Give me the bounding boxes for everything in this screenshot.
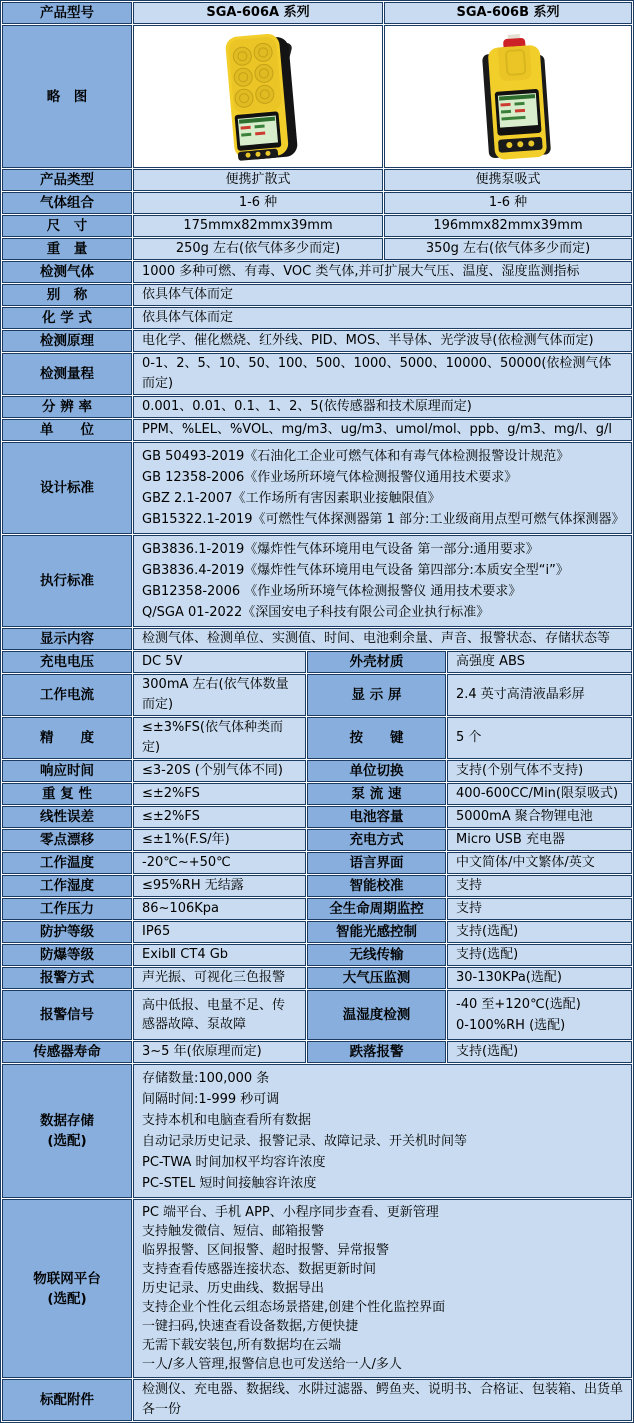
storage-line: 存储数量:100,000 条 — [142, 1071, 270, 1086]
row-value-left: 高中低报、电量不足、传感器故障、泵故障 — [133, 990, 306, 1040]
value-b: 196mmx82mmx39mm — [384, 215, 632, 237]
table-row-dimensions — [2, 215, 632, 237]
iot-feature-list — [133, 1199, 632, 1378]
table-row-iot-platform — [2, 1199, 632, 1378]
row-label-left: 响应时间 — [2, 760, 132, 782]
row-value-right: 5000mA 聚合物锂电池 — [447, 806, 632, 828]
value-b: 1-6 种 — [384, 192, 632, 214]
iot-line: PC 端平台、手机 APP、小程序同步查看、更新管理 — [142, 1205, 439, 1220]
header-product-model: 产品型号 — [2, 2, 132, 24]
row-label: 检测量程 — [2, 353, 132, 395]
row-value-left: 3~5 年(依原理而定) — [133, 1041, 306, 1063]
table-row-explosion-proof — [2, 944, 632, 966]
row-value: 0-1、2、5、10、50、100、500、1000、5000、10000、50000(依检测气体而定) — [133, 353, 632, 395]
table-row-charge-voltage — [2, 651, 632, 673]
row-value: 依具体气体而定 — [133, 284, 632, 306]
table-row-detection-principle — [2, 330, 632, 352]
row-label: 化 学 式 — [2, 307, 132, 329]
table-row-units — [2, 419, 632, 441]
iot-label: 物联网平台 — [33, 1270, 101, 1287]
exec-standards-list — [133, 535, 632, 627]
row-value-right: 30-130KPa(选配) — [447, 967, 632, 989]
row-label: 标配附件 — [2, 1379, 132, 1421]
row-label: 重 量 — [2, 238, 132, 260]
row-value-right: 支持 — [447, 875, 632, 897]
row-label-right: 智能校准 — [307, 875, 446, 897]
row-label-left: 充电电压 — [2, 651, 132, 673]
table-row-working-humidity — [2, 875, 632, 897]
row-value-left: ≤±2%FS — [133, 783, 306, 805]
row-label: 执行标准 — [2, 535, 132, 627]
row-label-right: 按 键 — [307, 717, 446, 759]
value-a: 250g 左右(依气体多少而定) — [133, 238, 383, 260]
storage-line: 间隔时间:1-999 秒可调 — [142, 1092, 280, 1107]
table-row-accuracy — [2, 717, 632, 759]
table-row-protection-rating — [2, 921, 632, 943]
row-value: 检测气体、检测单位、实测值、时间、电池剩余量、声音、报警状态、存储状态等 — [133, 628, 632, 650]
row-value-left: 300mA 左右(依气体数量而定) — [133, 674, 306, 716]
storage-feature-list — [133, 1064, 632, 1198]
table-row-linearity-error — [2, 806, 632, 828]
row-label-right: 无线传输 — [307, 944, 446, 966]
row-label-left: 重 复 性 — [2, 783, 132, 805]
row-value-right: 支持(选配) — [447, 1041, 632, 1063]
row-label-right: 单位切换 — [307, 760, 446, 782]
row-value: PPM、%LEL、%VOL、mg/m3、ug/m3、umol/mol、ppb、g/m3、mg/l、g/l — [133, 419, 632, 441]
row-value-right: 支持(个别气体不支持) — [447, 760, 632, 782]
storage-optional-tag: (选配) — [47, 1133, 87, 1149]
row-label: 别 称 — [2, 284, 132, 306]
header-row — [2, 2, 632, 24]
table-row-data-storage — [2, 1064, 632, 1198]
row-label: 设计标准 — [2, 442, 132, 534]
standard-line: GB12358-2006 《作业场所环境气体检测报警仪 通用技术要求》 — [142, 584, 522, 599]
table-row-sensor-life — [2, 1041, 632, 1063]
row-value-right: Micro USB 充电器 — [447, 829, 632, 851]
standard-line: GB3836.1-2019《爆炸性气体环境用电气设备 第一部分:通用要求》 — [142, 542, 539, 557]
row-label-right: 大气压监测 — [307, 967, 446, 989]
table-row-repeatability — [2, 783, 632, 805]
temp-range-line: -40 至+120℃(选配) — [456, 997, 581, 1012]
row-label-right: 显 示 屏 — [307, 674, 446, 716]
row-label: 检测气体 — [2, 261, 132, 283]
table-row-alarm-signal — [2, 990, 632, 1040]
table-row-resolution — [2, 396, 632, 418]
table-row-chemical-formula — [2, 307, 632, 329]
row-value-left: ≤±1%(F.S/年) — [133, 829, 306, 851]
row-label: 检测原理 — [2, 330, 132, 352]
row-label-left: 工作压力 — [2, 898, 132, 920]
row-label-right: 全生命周期监控 — [307, 898, 446, 920]
row-value-left: -20℃~+50℃ — [133, 852, 306, 874]
iot-line: 一人/多人管理,报警信息也可发送给一人/多人 — [142, 1357, 402, 1372]
row-value-left: 声光振、可视化三色报警 — [133, 967, 306, 989]
table-row-detection-range — [2, 353, 632, 395]
row-value: 依具体气体而定 — [133, 307, 632, 329]
value-a: 175mmx82mmx39mm — [133, 215, 383, 237]
value-a: 1-6 种 — [133, 192, 383, 214]
table-row-gas-combination — [2, 192, 632, 214]
table-row-alarm-mode — [2, 967, 632, 989]
sketch-row — [2, 25, 632, 168]
standard-line: GB 12358-2006《作业场所环境气体检测报警仪通用技术要求》 — [142, 470, 518, 485]
row-value: 0.001、0.01、0.1、1、2、5(依传感器和技术原理而定) — [133, 396, 632, 418]
row-label-right: 温湿度检测 — [307, 990, 446, 1040]
table-row-product-type — [2, 169, 632, 191]
iot-line: 无需下载安装包,所有数据均在云端 — [142, 1338, 342, 1353]
header-sga606b: SGA-606B 系列 — [384, 2, 632, 24]
table-row-zero-drift — [2, 829, 632, 851]
standard-line: Q/SGA 01-2022《深国安电子科技有限公司企业执行标准》 — [142, 605, 490, 620]
row-value: 1000 多种可燃、有毒、VOC 类气体,并可扩展大气压、温度、湿度监测指标 — [133, 261, 632, 283]
table-row-response-time — [2, 760, 632, 782]
product-image-sga606a — [133, 25, 383, 168]
row-label: 显示内容 — [2, 628, 132, 650]
row-value-left: ExibⅡ CT4 Gb — [133, 944, 306, 966]
value-a: 便携扩散式 — [133, 169, 383, 191]
table-row-weight — [2, 238, 632, 260]
row-label-left: 工作温度 — [2, 852, 132, 874]
iot-line: 支持查看传感器连接状态、数据更新时间 — [142, 1262, 377, 1277]
row-value-left: ≤95%RH 无结露 — [133, 875, 306, 897]
row-label-right: 充电方式 — [307, 829, 446, 851]
row-label-left: 零点漂移 — [2, 829, 132, 851]
table-row-alias — [2, 284, 632, 306]
row-label-right: 电池容量 — [307, 806, 446, 828]
value-b: 350g 左右(依气体多少而定) — [384, 238, 632, 260]
iot-line: 支持触发微信、短信、邮箱报警 — [142, 1224, 325, 1239]
row-label-right: 外壳材质 — [307, 651, 446, 673]
value-b: 便携泵吸式 — [384, 169, 632, 191]
table-row-detected-gases — [2, 261, 632, 283]
storage-label: 数据存储 — [40, 1113, 94, 1129]
row-value-left: IP65 — [133, 921, 306, 943]
storage-line: 自动记录历史记录、报警记录、故障记录、开关机时间等 — [142, 1134, 468, 1149]
row-label-right: 泵 流 速 — [307, 783, 446, 805]
table-row-design-standards — [2, 442, 632, 534]
row-label-left: 防爆等级 — [2, 944, 132, 966]
row-value-left: 86~106Kpa — [133, 898, 306, 920]
standard-line: GB15322.1-2019《可燃性气体探测器第 1 部分:工业级商用点型可燃气体探测器》 — [142, 512, 625, 527]
product-image-sga606b — [384, 25, 632, 168]
sga606b-device-illustration — [433, 29, 583, 165]
row-value: 检测仪、充电器、数据线、水阱过滤器、鳄鱼夹、说明书、合格证、包装箱、出货单各一份 — [133, 1379, 632, 1421]
row-value-left: ≤±3%FS(依气体种类而定) — [133, 717, 306, 759]
standard-line: GB3836.4-2019《爆炸性气体环境用电气设备 第四部分:本质安全型“i”》 — [142, 563, 569, 578]
row-label-left: 传感器寿命 — [2, 1041, 132, 1063]
row-label: 尺 寸 — [2, 215, 132, 237]
header-sga606a: SGA-606A 系列 — [133, 2, 383, 24]
design-standards-list — [133, 442, 632, 534]
table-row-working-temperature — [2, 852, 632, 874]
table-row-display-content — [2, 628, 632, 650]
row-label-left: 防护等级 — [2, 921, 132, 943]
row-label-left: 精 度 — [2, 717, 132, 759]
row-label-right: 智能光感控制 — [307, 921, 446, 943]
row-value-right: 2.4 英寸高清液晶彩屏 — [447, 674, 632, 716]
row-label-left: 报警方式 — [2, 967, 132, 989]
row-value-right: 400-600CC/Min(限泵吸式) — [447, 783, 632, 805]
row-value-right: 高强度 ABS — [447, 651, 632, 673]
row-value-right: 中文简体/中文繁体/英文 — [447, 852, 632, 874]
storage-line: PC-TWA 时间加权平均容许浓度 — [142, 1155, 326, 1170]
storage-line: 支持本机和电脑查看所有数据 — [142, 1113, 312, 1128]
row-value-right: 支持(选配) — [447, 921, 632, 943]
row-label — [2, 1064, 132, 1198]
iot-optional-tag: (选配) — [47, 1290, 87, 1307]
table-row-working-current — [2, 674, 632, 716]
humidity-range-line: 0-100%RH (选配) — [456, 1018, 566, 1033]
row-label-left: 工作电流 — [2, 674, 132, 716]
row-label: 分 辨 率 — [2, 396, 132, 418]
table-row-working-pressure — [2, 898, 632, 920]
table-row-accessories — [2, 1379, 632, 1421]
row-label: 单 位 — [2, 419, 132, 441]
row-value-right: 支持 — [447, 898, 632, 920]
row-label — [2, 1199, 132, 1378]
row-value-left: ≤±2%FS — [133, 806, 306, 828]
table-row-exec-standards — [2, 535, 632, 627]
iot-line: 一键扫码,快速查看设备数据,方便快捷 — [142, 1319, 359, 1334]
standard-line: GBZ 2.1-2007《工作场所有害因素职业接触限值》 — [142, 491, 441, 506]
row-label-right: 语言界面 — [307, 852, 446, 874]
sketch-label: 略 图 — [2, 25, 132, 168]
row-value-left: DC 5V — [133, 651, 306, 673]
row-value-right: 支持(选配) — [447, 944, 632, 966]
row-value: 电化学、催化燃烧、红外线、PID、MOS、半导体、光学波导(依检测气体而定) — [133, 330, 632, 352]
storage-line: PC-STEL 短时间接触容许浓度 — [142, 1176, 317, 1191]
iot-line: 支持企业个性化云组态场景搭建,创建个性化监控界面 — [142, 1300, 446, 1315]
row-value-right: 5 个 — [447, 717, 632, 759]
standard-line: GB 50493-2019《石油化工企业可燃气体和有毒气体检测报警设计规范》 — [142, 449, 570, 464]
row-label: 气体组合 — [2, 192, 132, 214]
sga606a-device-illustration — [183, 29, 333, 165]
row-value-right — [447, 990, 632, 1040]
row-label-left: 线性误差 — [2, 806, 132, 828]
iot-line: 临界报警、区间报警、超时报警、异常报警 — [142, 1243, 390, 1258]
row-label-right: 跌落报警 — [307, 1041, 446, 1063]
row-value-left: ≤3-20S (个别气体不同) — [133, 760, 306, 782]
row-label-left: 报警信号 — [2, 990, 132, 1040]
iot-line: 历史记录、历史曲线、数据导出 — [142, 1281, 325, 1296]
row-label: 产品类型 — [2, 169, 132, 191]
row-label-left: 工作湿度 — [2, 875, 132, 897]
